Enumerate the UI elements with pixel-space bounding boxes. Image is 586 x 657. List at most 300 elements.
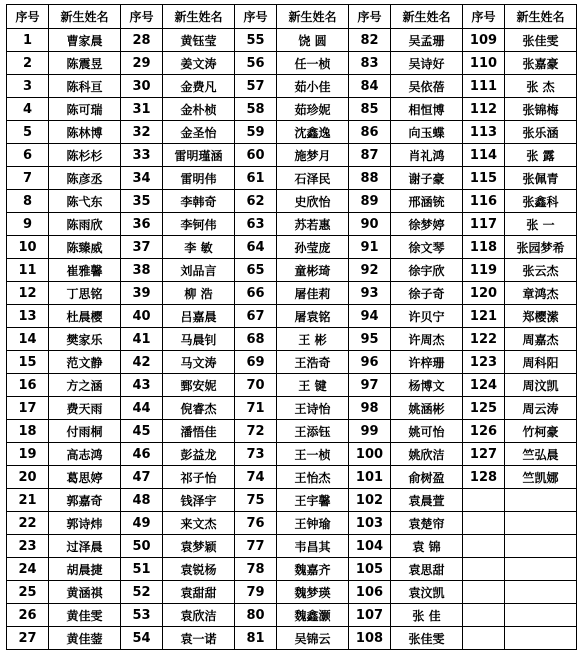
student-number: 91 [349,236,391,259]
header-name: 新生姓名 [49,5,121,29]
student-number: 29 [121,52,163,75]
student-name: 李钶伟 [163,213,235,236]
student-number: 54 [121,627,163,650]
student-name: 倪睿杰 [163,397,235,420]
student-name: 王 键 [277,374,349,397]
student-name: 许贝宁 [391,305,463,328]
student-name: 任一桢 [277,52,349,75]
header-number: 序号 [121,5,163,29]
student-number: 69 [235,351,277,374]
student-name: 袁 锦 [391,535,463,558]
student-number: 126 [463,420,505,443]
student-name: 姚欣洁 [391,443,463,466]
student-name: 屠袁铭 [277,305,349,328]
student-name: 郭嘉奇 [49,489,121,512]
student-name: 周云涛 [505,397,577,420]
student-number: 94 [349,305,391,328]
student-name: 袁晨萱 [391,489,463,512]
student-name: 孙莹庞 [277,236,349,259]
student-name: 刘品言 [163,259,235,282]
student-number: 93 [349,282,391,305]
student-number: 26 [7,604,49,627]
student-number: 59 [235,121,277,144]
student-name: 张园梦希 [505,236,577,259]
student-number: 11 [7,259,49,282]
student-name: 魏梦瑛 [277,581,349,604]
student-name: 祁子怡 [163,466,235,489]
student-number: 98 [349,397,391,420]
student-name: 张嘉豪 [505,52,577,75]
student-number: 104 [349,535,391,558]
student-name: 周嘉杰 [505,328,577,351]
student-name: 王一桢 [277,443,349,466]
student-name: 杨博文 [391,374,463,397]
student-name: 鄄安妮 [163,374,235,397]
student-number: 85 [349,98,391,121]
table-row [7,98,577,121]
table-row [7,627,577,650]
student-number: 10 [7,236,49,259]
student-number: 106 [349,581,391,604]
student-name: 张 露 [505,144,577,167]
student-number: 22 [7,512,49,535]
student-number: 89 [349,190,391,213]
empty-cell [463,535,505,558]
student-number: 81 [235,627,277,650]
student-number: 60 [235,144,277,167]
student-number: 76 [235,512,277,535]
student-name: 丁思铭 [49,282,121,305]
student-number: 70 [235,374,277,397]
student-number: 28 [121,29,163,52]
student-number: 124 [463,374,505,397]
table-row [7,167,577,190]
student-number: 86 [349,121,391,144]
student-name: 姚可怡 [391,420,463,443]
student-name: 崔雅馨 [49,259,121,282]
student-number: 90 [349,213,391,236]
student-name: 徐梦婷 [391,213,463,236]
student-number: 42 [121,351,163,374]
student-name: 潘悟佳 [163,420,235,443]
student-name: 沈鑫逸 [277,121,349,144]
student-name: 苏若惠 [277,213,349,236]
student-name: 王诗怡 [277,397,349,420]
table-row [7,305,577,328]
student-name: 付雨桐 [49,420,121,443]
student-number: 116 [463,190,505,213]
student-name: 陈科亘 [49,75,121,98]
student-number: 14 [7,328,49,351]
student-roster-table [6,4,577,650]
table-row [7,558,577,581]
student-number: 99 [349,420,391,443]
student-number: 65 [235,259,277,282]
student-name: 黄佳雯 [49,604,121,627]
student-number: 58 [235,98,277,121]
student-name: 范文静 [49,351,121,374]
student-number: 27 [7,627,49,650]
student-name: 陈雨欣 [49,213,121,236]
table-row [7,144,577,167]
student-number: 1 [7,29,49,52]
student-name: 袁梦颖 [163,535,235,558]
empty-cell [463,604,505,627]
student-name: 陈杉杉 [49,144,121,167]
student-name: 费天雨 [49,397,121,420]
student-number: 112 [463,98,505,121]
student-name: 曹家晨 [49,29,121,52]
table-row [7,121,577,144]
student-name: 张佩青 [505,167,577,190]
student-number: 115 [463,167,505,190]
student-name: 陈弋东 [49,190,121,213]
student-name: 郭诗炜 [49,512,121,535]
student-number: 34 [121,167,163,190]
student-number: 100 [349,443,391,466]
student-name: 魏鑫灏 [277,604,349,627]
student-name: 袁一诺 [163,627,235,650]
student-number: 25 [7,581,49,604]
student-number: 118 [463,236,505,259]
table-row [7,213,577,236]
student-number: 114 [463,144,505,167]
student-name: 金朴桢 [163,98,235,121]
student-number: 13 [7,305,49,328]
student-number: 111 [463,75,505,98]
student-number: 51 [121,558,163,581]
student-name: 李 敏 [163,236,235,259]
student-name: 袁思甜 [391,558,463,581]
student-number: 33 [121,144,163,167]
table-row [7,75,577,98]
student-number: 41 [121,328,163,351]
student-name: 王宇馨 [277,489,349,512]
student-number: 88 [349,167,391,190]
student-name: 韦昌其 [277,535,349,558]
student-number: 123 [463,351,505,374]
student-name: 茹珍妮 [277,98,349,121]
student-number: 96 [349,351,391,374]
student-name: 石泽民 [277,167,349,190]
student-name: 张佳雯 [505,29,577,52]
student-name: 过泽晨 [49,535,121,558]
empty-cell [463,581,505,604]
student-name: 王添钰 [277,420,349,443]
student-number: 17 [7,397,49,420]
student-name: 张锦梅 [505,98,577,121]
student-number: 44 [121,397,163,420]
student-number: 19 [7,443,49,466]
student-name: 马晨钊 [163,328,235,351]
student-number: 48 [121,489,163,512]
student-number: 7 [7,167,49,190]
table-row [7,328,577,351]
student-name: 吴锦云 [277,627,349,650]
student-name: 姜文涛 [163,52,235,75]
student-number: 62 [235,190,277,213]
student-name: 王怡杰 [277,466,349,489]
student-number: 117 [463,213,505,236]
student-number: 75 [235,489,277,512]
student-number: 108 [349,627,391,650]
student-name: 袁甜甜 [163,581,235,604]
student-number: 9 [7,213,49,236]
header-name: 新生姓名 [277,5,349,29]
student-name: 许梓珊 [391,351,463,374]
student-name: 来文杰 [163,512,235,535]
empty-cell [505,512,577,535]
student-name: 黄佳蓥 [49,627,121,650]
student-number: 78 [235,558,277,581]
student-name: 饶 圆 [277,29,349,52]
student-name: 樊家乐 [49,328,121,351]
table-row [7,443,577,466]
student-number: 66 [235,282,277,305]
student-name: 谢子豪 [391,167,463,190]
student-name: 相恒博 [391,98,463,121]
student-name: 吕嘉晨 [163,305,235,328]
student-number: 2 [7,52,49,75]
student-number: 92 [349,259,391,282]
student-number: 72 [235,420,277,443]
student-name: 柳 浩 [163,282,235,305]
student-name: 魏嘉齐 [277,558,349,581]
student-name: 郑樱潆 [505,305,577,328]
student-name: 章鸿杰 [505,282,577,305]
student-name: 张乐涵 [505,121,577,144]
student-number: 39 [121,282,163,305]
student-name: 茹小佳 [277,75,349,98]
student-number: 105 [349,558,391,581]
student-name: 袁楚帘 [391,512,463,535]
student-name: 袁汶凯 [391,581,463,604]
empty-cell [505,535,577,558]
table-row [7,259,577,282]
student-number: 8 [7,190,49,213]
student-number: 23 [7,535,49,558]
student-number: 56 [235,52,277,75]
student-number: 52 [121,581,163,604]
student-name: 徐子奇 [391,282,463,305]
student-number: 36 [121,213,163,236]
table-row [7,604,577,627]
student-name: 向玉蝶 [391,121,463,144]
student-name: 马文涛 [163,351,235,374]
student-number: 64 [235,236,277,259]
student-name: 陈彦丞 [49,167,121,190]
empty-cell [505,604,577,627]
student-number: 40 [121,305,163,328]
student-number: 103 [349,512,391,535]
student-number: 95 [349,328,391,351]
header-name: 新生姓名 [163,5,235,29]
student-number: 12 [7,282,49,305]
student-name: 张 杰 [505,75,577,98]
header-number: 序号 [349,5,391,29]
student-name: 竺凯娜 [505,466,577,489]
student-number: 125 [463,397,505,420]
student-number: 87 [349,144,391,167]
student-name: 徐宇欣 [391,259,463,282]
student-number: 83 [349,52,391,75]
student-number: 113 [463,121,505,144]
student-number: 61 [235,167,277,190]
student-number: 5 [7,121,49,144]
student-number: 50 [121,535,163,558]
student-number: 68 [235,328,277,351]
student-name: 李韩奇 [163,190,235,213]
student-name: 王浩奇 [277,351,349,374]
student-number: 120 [463,282,505,305]
student-name: 史欣怡 [277,190,349,213]
student-name: 葛思婷 [49,466,121,489]
student-name: 竺弘晨 [505,443,577,466]
student-name: 陈震昱 [49,52,121,75]
student-name: 许周杰 [391,328,463,351]
student-number: 121 [463,305,505,328]
table-row [7,351,577,374]
student-number: 49 [121,512,163,535]
student-number: 119 [463,259,505,282]
student-number: 21 [7,489,49,512]
table-row [7,512,577,535]
student-number: 101 [349,466,391,489]
table-row [7,535,577,558]
student-number: 97 [349,374,391,397]
empty-cell [463,512,505,535]
student-number: 20 [7,466,49,489]
student-name: 袁欣洁 [163,604,235,627]
header-number: 序号 [235,5,277,29]
table-row [7,282,577,305]
student-number: 102 [349,489,391,512]
student-name: 方之涵 [49,374,121,397]
student-name: 周科阳 [505,351,577,374]
student-name: 袁锐杨 [163,558,235,581]
student-name: 俞树盈 [391,466,463,489]
student-number: 18 [7,420,49,443]
table-row [7,236,577,259]
empty-cell [505,581,577,604]
student-name: 童彬琦 [277,259,349,282]
student-name: 施梦月 [277,144,349,167]
student-number: 30 [121,75,163,98]
student-number: 109 [463,29,505,52]
student-name: 张鑫科 [505,190,577,213]
student-name: 王钟瑜 [277,512,349,535]
student-name: 屠佳莉 [277,282,349,305]
student-number: 122 [463,328,505,351]
student-name: 高志鸿 [49,443,121,466]
student-name: 金圣怡 [163,121,235,144]
student-name: 黄涵祺 [49,581,121,604]
student-name: 张佳雯 [391,627,463,650]
empty-cell [505,558,577,581]
student-number: 32 [121,121,163,144]
student-number: 84 [349,75,391,98]
student-name: 周汶凯 [505,374,577,397]
student-name: 邢涵铳 [391,190,463,213]
student-name: 张 佳 [391,604,463,627]
student-number: 35 [121,190,163,213]
student-name: 胡晨捷 [49,558,121,581]
student-number: 24 [7,558,49,581]
student-number: 71 [235,397,277,420]
table-row [7,466,577,489]
student-name: 黄钰莹 [163,29,235,52]
student-name: 吴依蓓 [391,75,463,98]
header-name: 新生姓名 [505,5,577,29]
header-row [7,5,577,29]
student-name: 王 彬 [277,328,349,351]
table-row [7,52,577,75]
student-name: 金费凡 [163,75,235,98]
student-number: 15 [7,351,49,374]
student-name: 吴诗好 [391,52,463,75]
student-name: 肖礼鸿 [391,144,463,167]
student-number: 4 [7,98,49,121]
empty-cell [505,627,577,650]
empty-cell [505,489,577,512]
empty-cell [463,558,505,581]
student-number: 55 [235,29,277,52]
student-number: 37 [121,236,163,259]
header-number: 序号 [463,5,505,29]
table-row [7,581,577,604]
student-name: 竹柯豪 [505,420,577,443]
student-number: 16 [7,374,49,397]
roster-body [7,29,577,650]
student-number: 67 [235,305,277,328]
student-number: 6 [7,144,49,167]
student-number: 80 [235,604,277,627]
student-name: 钱泽宇 [163,489,235,512]
student-number: 31 [121,98,163,121]
student-name: 张 一 [505,213,577,236]
empty-cell [463,627,505,650]
student-number: 82 [349,29,391,52]
student-number: 79 [235,581,277,604]
table-row [7,489,577,512]
student-number: 110 [463,52,505,75]
student-number: 3 [7,75,49,98]
table-row [7,374,577,397]
empty-cell [463,489,505,512]
student-number: 38 [121,259,163,282]
student-name: 雷明伟 [163,167,235,190]
table-row [7,29,577,52]
student-number: 53 [121,604,163,627]
student-number: 57 [235,75,277,98]
student-number: 45 [121,420,163,443]
table-row [7,420,577,443]
student-number: 43 [121,374,163,397]
student-number: 73 [235,443,277,466]
student-name: 陈可瑞 [49,98,121,121]
student-name: 张云杰 [505,259,577,282]
student-number: 47 [121,466,163,489]
student-name: 彭益龙 [163,443,235,466]
student-name: 陈林博 [49,121,121,144]
student-name: 徐文琴 [391,236,463,259]
table-row [7,397,577,420]
header-number: 序号 [7,5,49,29]
student-number: 77 [235,535,277,558]
student-number: 127 [463,443,505,466]
student-number: 46 [121,443,163,466]
header-name: 新生姓名 [391,5,463,29]
